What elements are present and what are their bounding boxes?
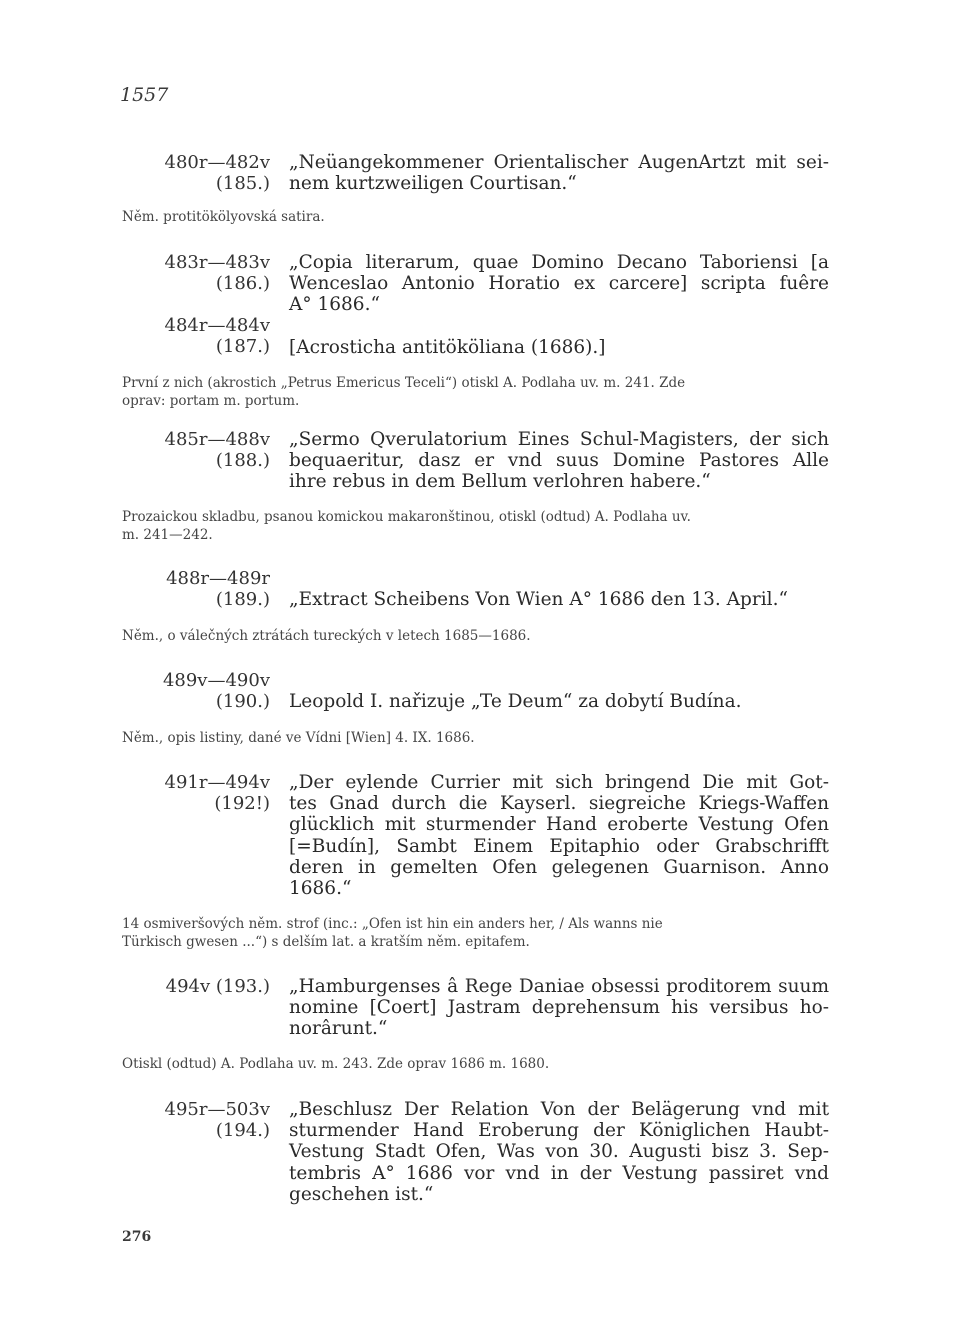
entry-note (122, 915, 832, 951)
title-line: bequaeritur, dasz er vnd suus Domine Pastores Alle (289, 450, 829, 472)
spacer (289, 670, 829, 691)
note-line: Türkisch gwesen ...“) s delším lat. a kratším něm. epitafem. (122, 934, 530, 950)
title-line: [=Budín], Sambt Einem Epitaphio oder Grabschrifft (289, 835, 829, 857)
note-line: První z nich (akrostich „Petrus Emericus Teceli“) otiskl A. Podlaha uv. m. 241. Zde (122, 375, 686, 391)
note-line: Něm. protitökölyovská satira. (122, 209, 325, 225)
folio-reference (150, 252, 270, 357)
entry-note (122, 508, 832, 544)
entry-note (122, 208, 832, 226)
title-line: 1686.“ (289, 878, 352, 900)
note-line: m. 241—242. (122, 527, 213, 543)
title-line: deren in gemelten Ofen gelegenen Guarnison. Anno (289, 856, 829, 878)
folio-reference (150, 772, 270, 814)
title-line: ihre rebus in dem Bellum verlohren habere.“ (289, 471, 711, 493)
folio-range: 494v (193.) (165, 976, 270, 997)
folio-reference (150, 1099, 270, 1141)
item-number: (194.) (215, 1120, 270, 1141)
title-line: „Extract Scheibens Von Wien A° 1686 den 13. April.“ (289, 589, 788, 610)
title-line: A° 1686.“ (289, 294, 380, 316)
entry-title (289, 670, 829, 712)
title-line: geschehen ist.“ (289, 1183, 434, 1205)
item-number: (185.) (215, 173, 270, 194)
folio-range: 480r—482v (164, 152, 270, 173)
item-number: (192!) (214, 793, 270, 814)
title-line: glücklich mit sturmender Hand eroberte Vestung Ofen (289, 814, 829, 836)
title-line: „Beschlusz Der Relation Von der Belägerung vnd mit (289, 1099, 829, 1120)
note-line: Něm., o válečných ztrátách tureckých v letech 1685—1686. (122, 628, 531, 644)
folio-range: 489v—490v (162, 670, 270, 691)
title-line: „Copia literarum, quae Domino Decano Taboriensi [a (289, 252, 829, 273)
spacer (289, 568, 829, 589)
title-line: „Der eylende Currier mit sich bringend Die mit Got- (289, 772, 829, 793)
folio-range: 485r—488v (164, 429, 270, 450)
folio-reference (150, 152, 270, 194)
entry-title (289, 772, 829, 899)
folio-range: 488r—489r (166, 568, 270, 589)
title-line: [Acrosticha antitököliana (1686).] (289, 336, 606, 358)
folio-range: 484r—484v (164, 315, 270, 336)
folio-reference (150, 670, 270, 712)
entry-note (122, 627, 832, 645)
folio-range: 483r—483v (164, 252, 270, 273)
folio-reference (150, 429, 270, 471)
note-line: Něm., opis listiny, dané ve Vídni [Wien] 4. IX. 1686. (122, 730, 475, 746)
entry-note (122, 374, 832, 410)
item-number: (187.) (215, 336, 270, 357)
title-line: tembris A° 1686 vor vnd in der Vestung passiret vnd (289, 1162, 829, 1184)
folio-range: 491r—494v (164, 772, 270, 793)
entry-title (289, 252, 829, 358)
title-line: tes Gnad durch die Kayserl. siegreiche Kriegs-Waffen (289, 793, 829, 815)
entry-note (122, 729, 832, 747)
note-line: Otiskl (odtud) A. Podlaha uv. m. 243. Zde oprav 1686 m. 1680. (122, 1056, 550, 1072)
title-line: „Hamburgenses â Rege Daniae obsessi proditorem suum (289, 976, 829, 997)
spacer (289, 316, 829, 337)
folio-reference (150, 568, 270, 610)
page-number-top: 1557 (120, 84, 169, 106)
title-line: „Sermo Qverulatorium Eines Schul-Magisters, der sich (289, 429, 829, 450)
note-line: 14 osmiveršových něm. strof (inc.: „Ofen ist hin ein anders her, / Als wanns nie (122, 916, 663, 932)
entry-note (122, 1055, 832, 1073)
title-line: „Neüangekommener Orientalischer AugenArtzt mit sei- (289, 152, 829, 173)
title-line: Vestung Stadt Ofen, Was von 30. Augusti bisz 3. Sep- (289, 1141, 829, 1163)
entry-title (289, 429, 829, 493)
item-number: (190.) (215, 691, 270, 712)
note-line: Prozaickou skladbu, psanou komickou makaronštinou, otiskl (odtud) A. Podlaha uv. (122, 509, 691, 525)
folio-range: 495r—503v (164, 1099, 270, 1120)
title-line: nem kurtzweiligen Courtisan.“ (289, 173, 577, 195)
entry-title (289, 568, 829, 610)
item-number: (186.) (215, 273, 270, 294)
entry-title (289, 152, 829, 194)
folio-reference (150, 976, 270, 997)
spacer (150, 294, 270, 315)
entry-title (289, 1099, 829, 1205)
title-line: Leopold I. nařizuje „Te Deum“ za dobytí Budína. (289, 691, 742, 712)
page-number-bottom: 276 (122, 1229, 152, 1245)
title-line: Wenceslao Antonio Horatio ex carcere] scripta fuêre (289, 273, 829, 295)
item-number: (188.) (215, 450, 270, 471)
title-line: sturmender Hand Eroberung der Königlichen Haubt- (289, 1120, 829, 1142)
title-line: norârunt.“ (289, 1018, 388, 1040)
entry-title (289, 976, 829, 1040)
note-line: oprav: portam m. portum. (122, 393, 300, 409)
title-line: nomine [Coert] Jastram deprehensum his versibus ho- (289, 997, 829, 1019)
item-number: (189.) (215, 589, 270, 610)
